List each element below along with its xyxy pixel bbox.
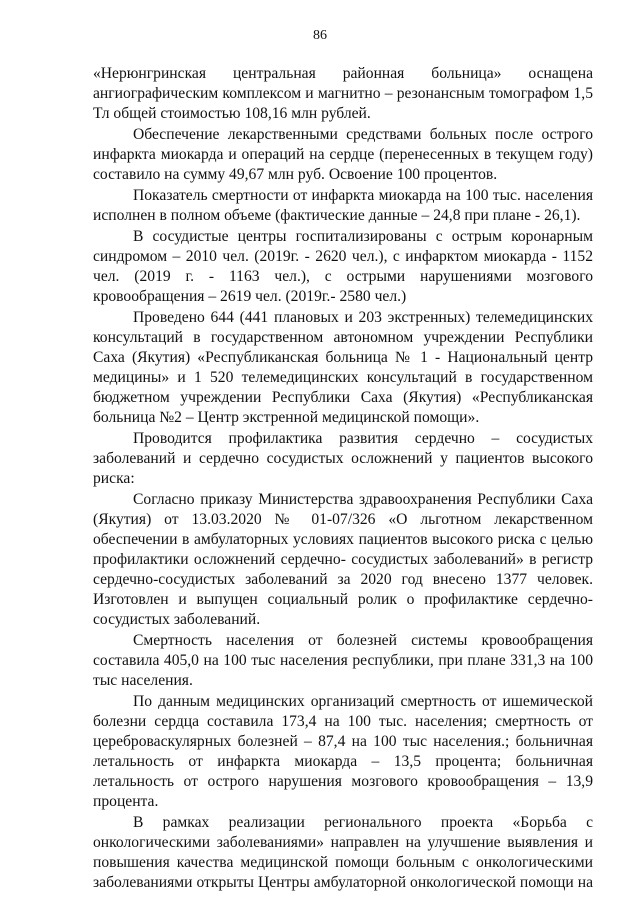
paragraph-6: Проводится профилактика развития сердечно – сосудистых заболеваний и сердечно сосудистых осложнений у пациентов высокого риска:: [93, 430, 593, 487]
paragraph-5: Проведено 644 (441 плановых и 203 экстренных) телемедицинских консультаций в государственном автономном учреждении Республики Саха (Якутия) «Республиканская больница № 1 - Национальный центр медицины» и 1 520 телемедицинских консультаций в государственном бюджетном учреждении Республики Саха (Якутия) «Республиканская больница №2 – Центр экстренной медицинской помощи».: [93, 309, 593, 426]
paragraph-8: Смертность населения от болезней системы кровообращения составила 405,0 на 100 тыс населения республики, при плане 331,3 на 100 тыс населения.: [93, 632, 593, 689]
paragraph-2: Обеспечение лекарственными средствами больных после острого инфаркта миокарда и операций на сердце (перенесенных в текущем году) составило на сумму 49,67 млн руб. Освоение 100 процентов.: [93, 126, 593, 183]
body-text: [93, 64, 593, 894]
paragraph-3: Показатель смертности от инфаркта миокарда на 100 тыс. населения исполнен в полном объеме (фактические данные – 24,8 при плане - 26,1).: [93, 187, 593, 224]
paragraph-7: Согласно приказу Министерства здравоохранения Республики Саха (Якутия) от 13.03.2020 № 01-07/326 «О льготном лекарственном обеспечении в амбулаторных условиях пациентов высокого риска с целью профилактики осложнений сердечно- сосудистых заболеваний» в регистр сердечно-сосудистых заболеваний за 2020 год внесено 1377 человек. Изготовлен и выпущен социальный ролик о профилактике сердечно-сосудистых заболеваний.: [93, 491, 593, 628]
paragraph-1: «Нерюнгринская центральная районная больница» оснащена ангиографическим комплексом и магнитно – резонансным томографом 1,5 Тл общей стоимостью 108,16 млн рублей.: [93, 65, 593, 122]
page-number: 86: [313, 28, 327, 43]
paragraph-9: По данным медицинских организаций смертность от ишемической болезни сердца составила 173,4 на 100 тыс. населения; смертность от цереброваскулярных болезней – 87,4 на 100 тыс населения.; больничная летальность от инфаркта миокарда – 13,5 процента; больничная летальность от острого нарушения мозгового кровообращения – 13,9 процента.: [93, 693, 593, 810]
paragraph-4: В сосудистые центры госпитализированы с острым коронарным синдромом – 2010 чел. (2019г. - 2620 чел.), с инфарктом миокарда - 1152 чел. (2019 г. - 1163 чел.), с острыми нарушениями мозгового кровообращения – 2619 чел. (2019г.- 2580 чел.): [93, 228, 593, 305]
paragraph-10: В рамках реализации регионального проекта «Борьба с онкологическими заболеваниями» направлен на улучшение выявления и повышения качества медицинской помощи больным с онкологическими заболеваниями открыты Центры амбулаторной онкологической помощи на: [93, 814, 593, 891]
